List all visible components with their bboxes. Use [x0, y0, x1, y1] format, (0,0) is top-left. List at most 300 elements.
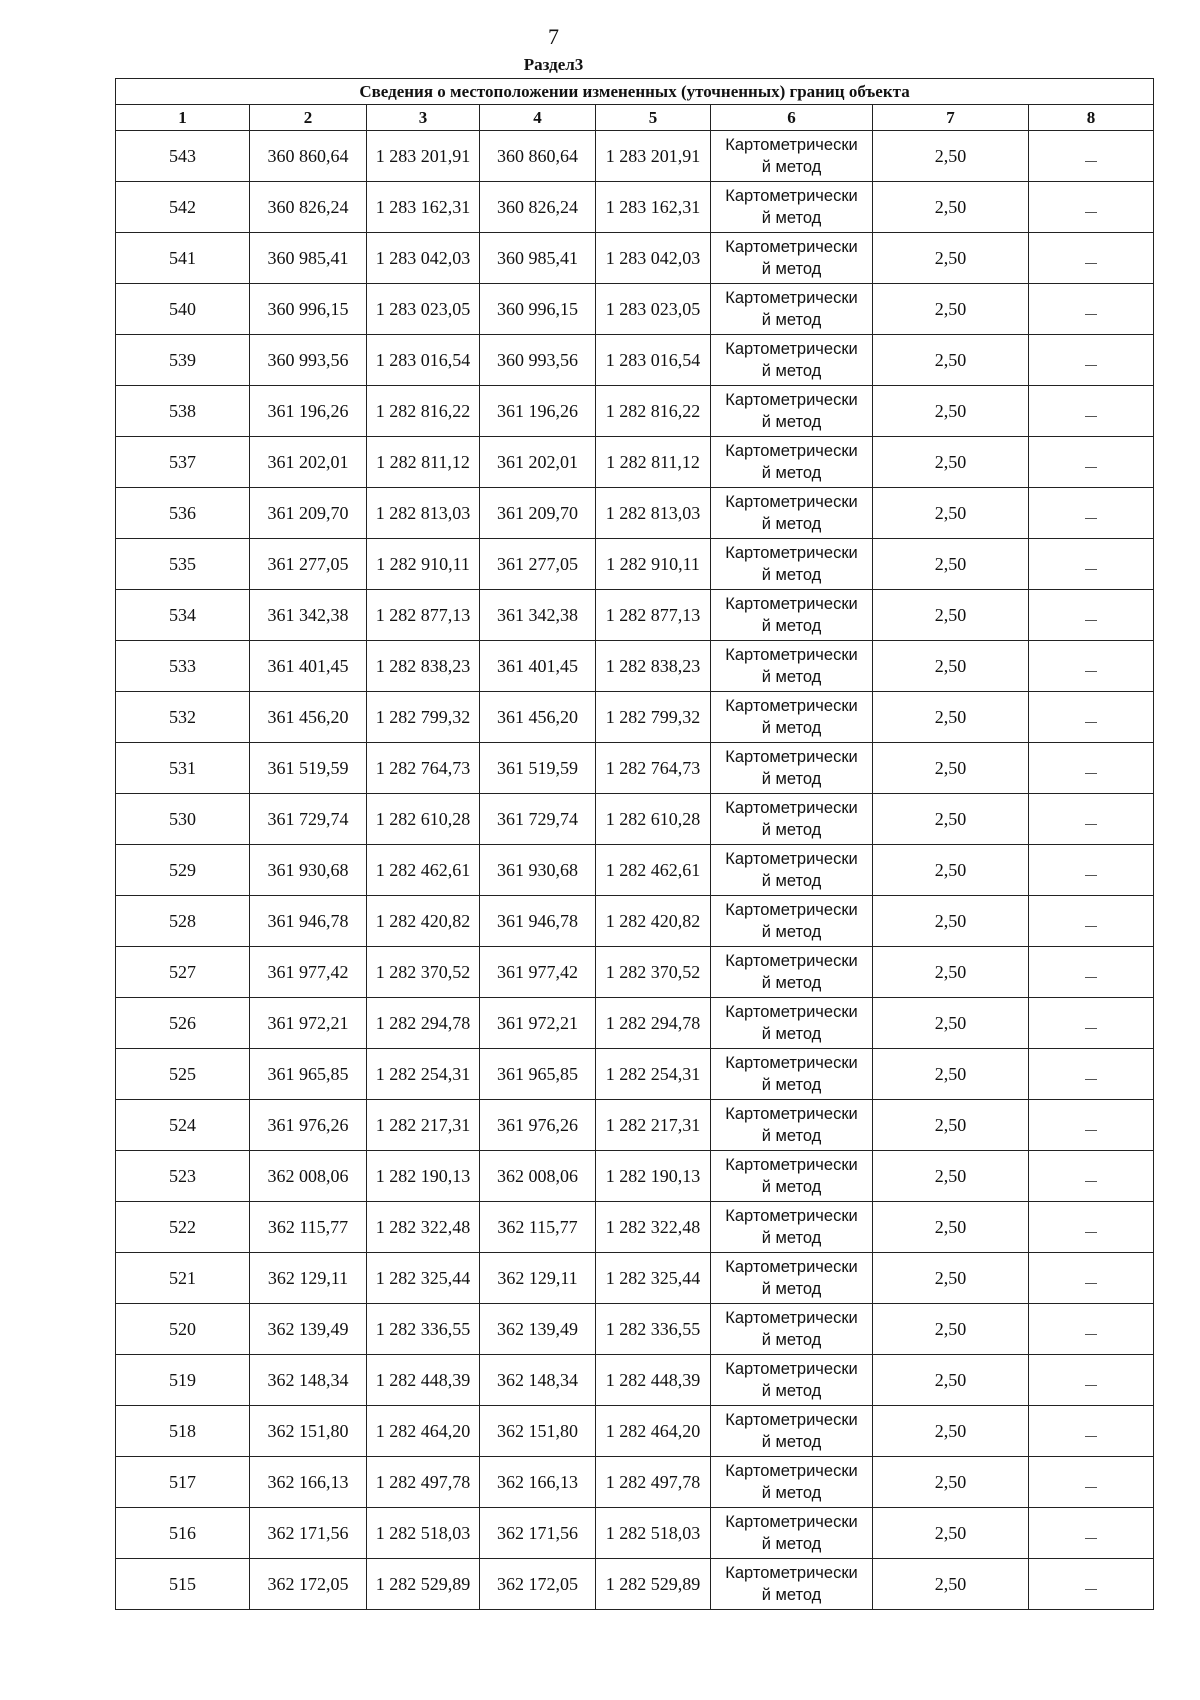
method-cell [711, 539, 873, 590]
accuracy-value: 2,50 [873, 539, 1029, 590]
accuracy-value: 2,50 [873, 1151, 1029, 1202]
accuracy-value: 2,50 [873, 131, 1029, 182]
existing-y: 1 282 370,52 [367, 947, 480, 998]
accuracy-value: 2,50 [873, 590, 1029, 641]
existing-y: 1 283 162,31 [367, 182, 480, 233]
existing-x: 360 985,41 [250, 233, 367, 284]
method-line-2: й метод [761, 617, 822, 635]
refined-x: 361 965,85 [480, 1049, 596, 1100]
method-line-1: Картометрически [725, 238, 858, 256]
dash-mark [1085, 1130, 1097, 1131]
point-number: 534 [116, 590, 250, 641]
dash-mark [1085, 1079, 1097, 1080]
point-number: 542 [116, 182, 250, 233]
table-row [116, 284, 1154, 335]
method-cell [711, 335, 873, 386]
method-line-2: й метод [761, 668, 822, 686]
method-line-1: Картометрически [725, 544, 858, 562]
existing-x: 361 401,45 [250, 641, 367, 692]
refined-x: 361 209,70 [480, 488, 596, 539]
point-number: 530 [116, 794, 250, 845]
method-cell [711, 488, 873, 539]
accuracy-value: 2,50 [873, 1253, 1029, 1304]
method-cell [711, 1049, 873, 1100]
refined-y: 1 282 764,73 [596, 743, 711, 794]
existing-y: 1 282 322,48 [367, 1202, 480, 1253]
method-line-2: й метод [761, 158, 822, 176]
existing-x: 361 209,70 [250, 488, 367, 539]
method-cell [711, 896, 873, 947]
table-row [116, 743, 1154, 794]
table-row [116, 437, 1154, 488]
refined-y: 1 283 201,91 [596, 131, 711, 182]
empty-cell [1029, 539, 1154, 590]
column-number-4: 4 [480, 105, 596, 131]
method-line-1: Картометрически [725, 1003, 858, 1021]
table-row [116, 1100, 1154, 1151]
method-line-1: Картометрически [725, 595, 858, 613]
dash-mark [1085, 1028, 1097, 1029]
refined-y: 1 282 217,31 [596, 1100, 711, 1151]
point-number: 525 [116, 1049, 250, 1100]
empty-cell [1029, 1508, 1154, 1559]
accuracy-value: 2,50 [873, 488, 1029, 539]
accuracy-value: 2,50 [873, 182, 1029, 233]
dash-mark [1085, 1487, 1097, 1488]
dash-mark [1085, 671, 1097, 672]
dash-mark [1085, 1589, 1097, 1590]
method-line-1: Картометрически [725, 1309, 858, 1327]
existing-x: 361 196,26 [250, 386, 367, 437]
existing-y: 1 283 023,05 [367, 284, 480, 335]
column-number-row [116, 105, 1154, 131]
column-number-6: 6 [711, 105, 873, 131]
column-number-3: 3 [367, 105, 480, 131]
empty-cell [1029, 182, 1154, 233]
method-line-1: Картометрически [725, 646, 858, 664]
table-row [116, 1049, 1154, 1100]
table-row [116, 1406, 1154, 1457]
method-cell [711, 131, 873, 182]
empty-cell [1029, 896, 1154, 947]
existing-y: 1 282 462,61 [367, 845, 480, 896]
method-line-1: Картометрически [725, 1411, 858, 1429]
method-cell [711, 386, 873, 437]
accuracy-value: 2,50 [873, 947, 1029, 998]
accuracy-value: 2,50 [873, 335, 1029, 386]
refined-x: 360 996,15 [480, 284, 596, 335]
column-number-8: 8 [1029, 105, 1154, 131]
table-row [116, 1559, 1154, 1610]
empty-cell [1029, 590, 1154, 641]
existing-y: 1 282 336,55 [367, 1304, 480, 1355]
method-cell [711, 1457, 873, 1508]
method-line-1: Картометрически [725, 901, 858, 919]
accuracy-value: 2,50 [873, 896, 1029, 947]
dash-mark [1085, 926, 1097, 927]
method-line-1: Картометрически [725, 1564, 858, 1582]
empty-cell [1029, 947, 1154, 998]
method-cell [711, 1151, 873, 1202]
refined-y: 1 283 016,54 [596, 335, 711, 386]
method-line-1: Картометрически [725, 850, 858, 868]
existing-x: 360 993,56 [250, 335, 367, 386]
existing-y: 1 282 811,12 [367, 437, 480, 488]
method-line-2: й метод [761, 413, 822, 431]
existing-x: 361 342,38 [250, 590, 367, 641]
existing-x: 362 129,11 [250, 1253, 367, 1304]
empty-cell [1029, 1253, 1154, 1304]
existing-x: 361 202,01 [250, 437, 367, 488]
method-line-2: й метод [761, 362, 822, 380]
table-row [116, 794, 1154, 845]
refined-x: 362 166,13 [480, 1457, 596, 1508]
accuracy-value: 2,50 [873, 437, 1029, 488]
page-number: 7 [548, 24, 559, 49]
point-number: 520 [116, 1304, 250, 1355]
empty-cell [1029, 1355, 1154, 1406]
point-number: 533 [116, 641, 250, 692]
empty-cell [1029, 131, 1154, 182]
table-row [116, 233, 1154, 284]
method-cell [711, 794, 873, 845]
existing-x: 361 456,20 [250, 692, 367, 743]
point-number: 526 [116, 998, 250, 1049]
column-number-1: 1 [116, 105, 250, 131]
refined-y: 1 282 370,52 [596, 947, 711, 998]
refined-y: 1 282 518,03 [596, 1508, 711, 1559]
refined-x: 361 277,05 [480, 539, 596, 590]
refined-y: 1 282 610,28 [596, 794, 711, 845]
dash-mark [1085, 569, 1097, 570]
refined-y: 1 282 529,89 [596, 1559, 711, 1610]
method-line-1: Картометрически [725, 187, 858, 205]
method-line-1: Картометрически [725, 1462, 858, 1480]
refined-x: 362 008,06 [480, 1151, 596, 1202]
table-row [116, 590, 1154, 641]
method-line-1: Картометрически [725, 799, 858, 817]
existing-x: 362 148,34 [250, 1355, 367, 1406]
table-row [116, 1304, 1154, 1355]
point-number: 528 [116, 896, 250, 947]
refined-x: 361 930,68 [480, 845, 596, 896]
table-row [116, 131, 1154, 182]
accuracy-value: 2,50 [873, 743, 1029, 794]
refined-x: 360 993,56 [480, 335, 596, 386]
refined-x: 361 972,21 [480, 998, 596, 1049]
point-number: 524 [116, 1100, 250, 1151]
method-line-2: й метод [761, 566, 822, 584]
refined-y: 1 282 811,12 [596, 437, 711, 488]
method-line-2: й метод [761, 821, 822, 839]
method-line-1: Картометрически [725, 442, 858, 460]
table-row [116, 386, 1154, 437]
point-number: 532 [116, 692, 250, 743]
method-cell [711, 947, 873, 998]
method-cell [711, 590, 873, 641]
table-row [116, 1457, 1154, 1508]
refined-x: 360 985,41 [480, 233, 596, 284]
point-number: 521 [116, 1253, 250, 1304]
accuracy-value: 2,50 [873, 1049, 1029, 1100]
accuracy-value: 2,50 [873, 1508, 1029, 1559]
method-line-2: й метод [761, 1535, 822, 1553]
table-row [116, 488, 1154, 539]
refined-y: 1 282 813,03 [596, 488, 711, 539]
table-row [116, 998, 1154, 1049]
dash-mark [1085, 773, 1097, 774]
refined-y: 1 282 190,13 [596, 1151, 711, 1202]
refined-x: 361 519,59 [480, 743, 596, 794]
dash-mark [1085, 1436, 1097, 1437]
table-row [116, 692, 1154, 743]
accuracy-value: 2,50 [873, 1355, 1029, 1406]
accuracy-value: 2,50 [873, 1202, 1029, 1253]
table-row [116, 182, 1154, 233]
point-number: 540 [116, 284, 250, 335]
column-number-7: 7 [873, 105, 1029, 131]
empty-cell [1029, 692, 1154, 743]
dash-mark [1085, 212, 1097, 213]
refined-x: 361 202,01 [480, 437, 596, 488]
accuracy-value: 2,50 [873, 998, 1029, 1049]
method-line-2: й метод [761, 1331, 822, 1349]
point-number: 539 [116, 335, 250, 386]
existing-x: 362 139,49 [250, 1304, 367, 1355]
existing-y: 1 282 529,89 [367, 1559, 480, 1610]
method-cell [711, 641, 873, 692]
refined-x: 361 342,38 [480, 590, 596, 641]
point-number: 522 [116, 1202, 250, 1253]
dash-mark [1085, 824, 1097, 825]
empty-cell [1029, 743, 1154, 794]
method-line-1: Картометрически [725, 952, 858, 970]
point-number: 543 [116, 131, 250, 182]
table-row [116, 1355, 1154, 1406]
existing-x: 362 115,77 [250, 1202, 367, 1253]
existing-x: 362 008,06 [250, 1151, 367, 1202]
method-line-2: й метод [761, 719, 822, 737]
existing-y: 1 282 217,31 [367, 1100, 480, 1151]
existing-y: 1 282 294,78 [367, 998, 480, 1049]
dash-mark [1085, 977, 1097, 978]
existing-y: 1 282 325,44 [367, 1253, 480, 1304]
accuracy-value: 2,50 [873, 233, 1029, 284]
refined-y: 1 282 497,78 [596, 1457, 711, 1508]
dash-mark [1085, 1334, 1097, 1335]
point-number: 531 [116, 743, 250, 794]
dash-mark [1085, 1232, 1097, 1233]
existing-y: 1 282 610,28 [367, 794, 480, 845]
table-row [116, 335, 1154, 386]
accuracy-value: 2,50 [873, 1100, 1029, 1151]
dash-mark [1085, 416, 1097, 417]
method-line-2: й метод [761, 1025, 822, 1043]
empty-cell [1029, 1457, 1154, 1508]
table-row [116, 947, 1154, 998]
existing-y: 1 282 910,11 [367, 539, 480, 590]
method-line-2: й метод [761, 1280, 822, 1298]
refined-y: 1 282 254,31 [596, 1049, 711, 1100]
method-line-2: й метод [761, 1127, 822, 1145]
accuracy-value: 2,50 [873, 1304, 1029, 1355]
method-line-1: Картометрически [725, 1054, 858, 1072]
accuracy-value: 2,50 [873, 1559, 1029, 1610]
refined-x: 362 148,34 [480, 1355, 596, 1406]
point-number: 537 [116, 437, 250, 488]
dash-mark [1085, 1538, 1097, 1539]
table-body [116, 131, 1154, 1610]
method-line-2: й метод [761, 209, 822, 227]
method-line-1: Картометрически [725, 1105, 858, 1123]
table-row [116, 539, 1154, 590]
table-row [116, 1202, 1154, 1253]
method-cell [711, 1559, 873, 1610]
existing-y: 1 282 764,73 [367, 743, 480, 794]
accuracy-value: 2,50 [873, 845, 1029, 896]
existing-x: 361 277,05 [250, 539, 367, 590]
refined-y: 1 282 816,22 [596, 386, 711, 437]
method-cell [711, 1253, 873, 1304]
dash-mark [1085, 518, 1097, 519]
existing-x: 362 171,56 [250, 1508, 367, 1559]
method-cell [711, 233, 873, 284]
existing-y: 1 282 799,32 [367, 692, 480, 743]
column-number-2: 2 [250, 105, 367, 131]
method-cell [711, 1100, 873, 1151]
refined-y: 1 282 877,13 [596, 590, 711, 641]
existing-x: 361 972,21 [250, 998, 367, 1049]
point-number: 527 [116, 947, 250, 998]
empty-cell [1029, 794, 1154, 845]
existing-y: 1 283 016,54 [367, 335, 480, 386]
method-line-2: й метод [761, 311, 822, 329]
table-row [116, 1151, 1154, 1202]
refined-y: 1 282 420,82 [596, 896, 711, 947]
method-line-1: Картометрически [725, 1207, 858, 1225]
method-line-1: Картометрически [725, 1513, 858, 1531]
empty-cell [1029, 233, 1154, 284]
refined-x: 362 129,11 [480, 1253, 596, 1304]
dash-mark [1085, 1181, 1097, 1182]
existing-x: 361 729,74 [250, 794, 367, 845]
empty-cell [1029, 1151, 1154, 1202]
refined-x: 362 151,80 [480, 1406, 596, 1457]
method-cell [711, 1508, 873, 1559]
method-line-2: й метод [761, 1382, 822, 1400]
point-number: 536 [116, 488, 250, 539]
table-row [116, 896, 1154, 947]
empty-cell [1029, 1559, 1154, 1610]
empty-cell [1029, 488, 1154, 539]
point-number: 538 [116, 386, 250, 437]
coordinates-table [115, 78, 1154, 1610]
accuracy-value: 2,50 [873, 1457, 1029, 1508]
empty-cell [1029, 1304, 1154, 1355]
refined-x: 362 172,05 [480, 1559, 596, 1610]
table-caption: Сведения о местоположении измененных (уточненных) границ объекта [116, 79, 1154, 105]
refined-y: 1 282 464,20 [596, 1406, 711, 1457]
method-line-1: Картометрически [725, 289, 858, 307]
existing-y: 1 283 042,03 [367, 233, 480, 284]
dash-mark [1085, 722, 1097, 723]
point-number: 518 [116, 1406, 250, 1457]
existing-x: 361 965,85 [250, 1049, 367, 1100]
empty-cell [1029, 1406, 1154, 1457]
method-line-1: Картометрически [725, 340, 858, 358]
point-number: 519 [116, 1355, 250, 1406]
empty-cell [1029, 386, 1154, 437]
table-row [116, 1508, 1154, 1559]
existing-y: 1 282 420,82 [367, 896, 480, 947]
existing-y: 1 282 464,20 [367, 1406, 480, 1457]
method-cell [711, 1355, 873, 1406]
refined-y: 1 282 799,32 [596, 692, 711, 743]
method-cell [711, 437, 873, 488]
method-cell [711, 998, 873, 1049]
point-number: 516 [116, 1508, 250, 1559]
dash-mark [1085, 161, 1097, 162]
refined-y: 1 282 325,44 [596, 1253, 711, 1304]
table-row [116, 1253, 1154, 1304]
method-line-2: й метод [761, 464, 822, 482]
refined-y: 1 282 448,39 [596, 1355, 711, 1406]
point-number: 541 [116, 233, 250, 284]
refined-y: 1 283 042,03 [596, 233, 711, 284]
empty-cell [1029, 1202, 1154, 1253]
refined-x: 361 196,26 [480, 386, 596, 437]
dash-mark [1085, 1283, 1097, 1284]
refined-x: 361 456,20 [480, 692, 596, 743]
method-cell [711, 182, 873, 233]
existing-y: 1 282 816,22 [367, 386, 480, 437]
method-line-1: Картометрически [725, 748, 858, 766]
existing-y: 1 283 201,91 [367, 131, 480, 182]
method-cell [711, 692, 873, 743]
method-line-1: Картометрически [725, 391, 858, 409]
existing-x: 360 860,64 [250, 131, 367, 182]
refined-y: 1 282 910,11 [596, 539, 711, 590]
method-line-2: й метод [761, 260, 822, 278]
point-number: 523 [116, 1151, 250, 1202]
existing-y: 1 282 497,78 [367, 1457, 480, 1508]
existing-y: 1 282 190,13 [367, 1151, 480, 1202]
accuracy-value: 2,50 [873, 641, 1029, 692]
refined-y: 1 282 462,61 [596, 845, 711, 896]
existing-x: 361 930,68 [250, 845, 367, 896]
method-cell [711, 1304, 873, 1355]
method-cell [711, 845, 873, 896]
existing-y: 1 282 518,03 [367, 1508, 480, 1559]
dash-mark [1085, 263, 1097, 264]
accuracy-value: 2,50 [873, 1406, 1029, 1457]
accuracy-value: 2,50 [873, 284, 1029, 335]
method-line-1: Картометрически [725, 697, 858, 715]
point-number: 515 [116, 1559, 250, 1610]
existing-x: 362 172,05 [250, 1559, 367, 1610]
method-line-1: Картометрически [725, 1156, 858, 1174]
method-line-2: й метод [761, 1484, 822, 1502]
dash-mark [1085, 1385, 1097, 1386]
method-line-2: й метод [761, 515, 822, 533]
refined-x: 361 977,42 [480, 947, 596, 998]
method-line-2: й метод [761, 923, 822, 941]
point-number: 517 [116, 1457, 250, 1508]
existing-y: 1 282 877,13 [367, 590, 480, 641]
method-cell [711, 1406, 873, 1457]
existing-y: 1 282 838,23 [367, 641, 480, 692]
refined-x: 362 115,77 [480, 1202, 596, 1253]
